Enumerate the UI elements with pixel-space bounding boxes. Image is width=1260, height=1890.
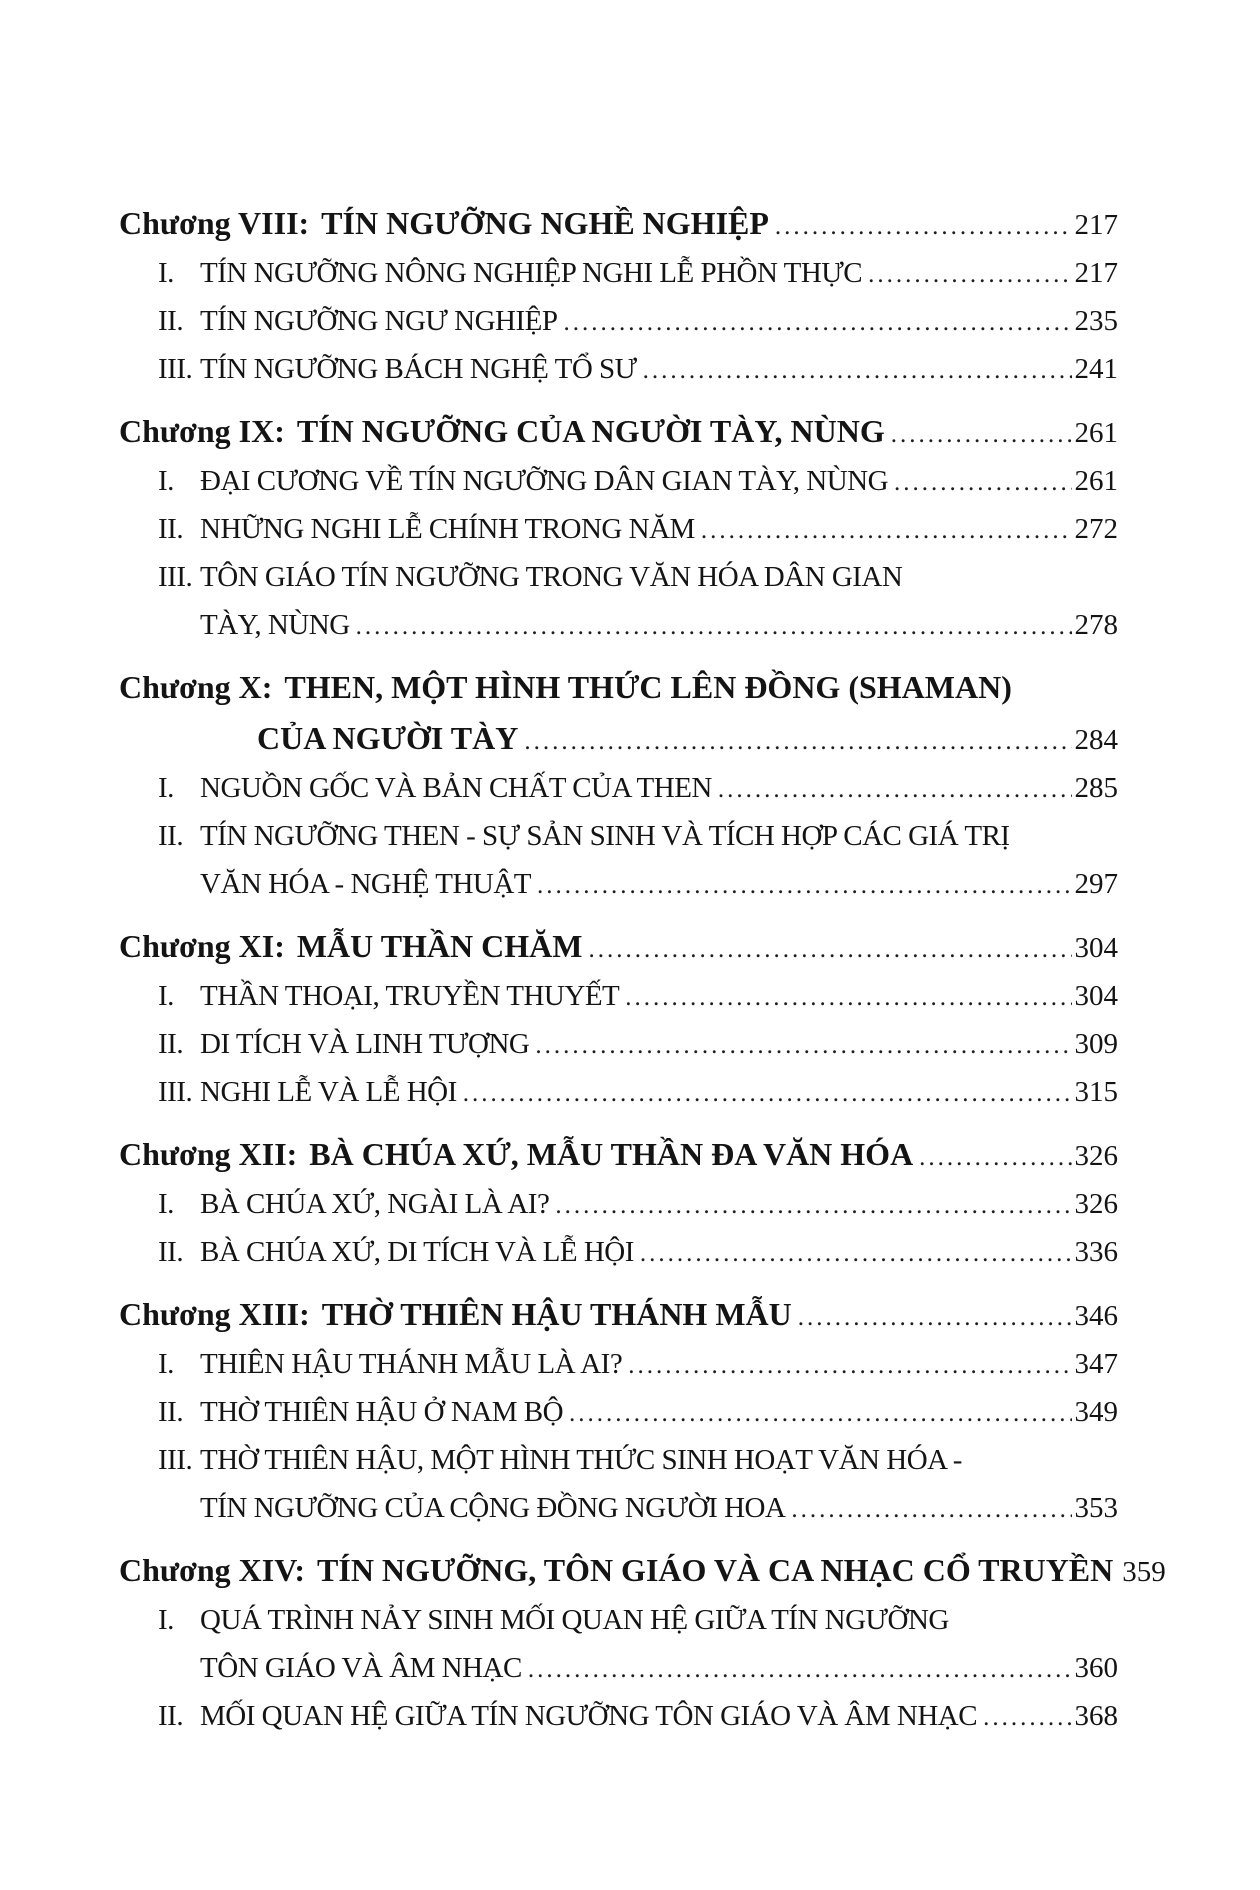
section-title: VĂN HÓA - NGHỆ THUẬT: [200, 868, 531, 900]
chapter-page-number: 359: [1122, 1556, 1166, 1588]
section-page-number: 347: [1074, 1348, 1118, 1380]
section-title: THIÊN HẬU THÁNH MẪU LÀ AI?: [200, 1348, 623, 1380]
section-title: THỜ THIÊN HẬU Ở NAM BỘ: [200, 1396, 564, 1428]
dot-leader: [919, 1129, 1071, 1183]
section-title: THỜ THIÊN HẬU, MỘT HÌNH THỨC SINH HOẠT VĂN HÓA -: [200, 1444, 962, 1476]
toc-chapter: [119, 198, 1118, 393]
toc-section-row: [119, 457, 1118, 505]
dot-leader: [894, 457, 1071, 507]
dot-leader: [718, 764, 1072, 814]
dot-leader: [891, 406, 1072, 460]
section-title: MỐI QUAN HỆ GIỮA TÍN NGƯỠNG TÔN GIÁO VÀ ÂM NHẠC: [200, 1700, 978, 1732]
chapter-title: THỜ THIÊN HẬU THÁNH MẪU: [321, 1296, 792, 1332]
toc-section-row: [119, 812, 1118, 860]
toc-section-row: [119, 553, 1118, 601]
dot-leader: [569, 1388, 1071, 1438]
toc-section-row: [119, 505, 1118, 553]
dot-leader: [537, 860, 1072, 910]
section-page-number: 278: [1074, 609, 1118, 641]
section-title: NHỮNG NGHI LỄ CHÍNH TRONG NĂM: [200, 513, 695, 545]
section-page-number: 326: [1074, 1188, 1118, 1220]
toc-section-row: [119, 1692, 1118, 1740]
toc-section-row: [119, 345, 1118, 393]
toc-section-row: [119, 297, 1118, 345]
section-title: NGHI LỄ VÀ LỄ HỘI: [200, 1076, 457, 1108]
section-page-number: 297: [1074, 868, 1118, 900]
section-title: TÍN NGƯỠNG NGƯ NGHIỆP: [200, 305, 558, 337]
chapter-title: THEN, MỘT HÌNH THỨC LÊN ĐỒNG (SHAMAN): [284, 669, 1012, 705]
section-page-number: 241: [1074, 353, 1118, 385]
toc-section-row: [119, 764, 1118, 812]
chapter-heading-row: [119, 921, 1118, 972]
chapter-page-number: 261: [1074, 417, 1118, 449]
chapter-heading-row: [119, 1289, 1118, 1340]
section-page-number: 315: [1074, 1076, 1118, 1108]
dot-leader: [555, 1180, 1071, 1230]
toc-section-row: [119, 1228, 1118, 1276]
chapter-page-number: 346: [1074, 1300, 1118, 1332]
section-title: TÍN NGƯỠNG BÁCH NGHỆ TỔ SƯ: [200, 353, 637, 385]
section-page-number: 272: [1074, 513, 1118, 545]
section-numeral: I.: [158, 257, 174, 289]
section-page-number: 309: [1074, 1028, 1118, 1060]
section-numeral: III.: [158, 1444, 193, 1476]
dot-leader: [564, 297, 1072, 347]
section-numeral: I.: [158, 772, 174, 804]
chapter-page-number: 284: [1074, 724, 1118, 756]
toc-section-row: [119, 1388, 1118, 1436]
section-page-number: 235: [1074, 305, 1118, 337]
chapter-title: TÍN NGƯỠNG CỦA NGƯỜI TÀY, NÙNG: [296, 413, 885, 449]
dot-leader: [775, 198, 1072, 252]
chapter-title: CỦA NGƯỜI TÀY: [257, 720, 519, 756]
section-numeral: II.: [158, 1700, 184, 1732]
dot-leader: [524, 713, 1071, 767]
section-page-number: 360: [1074, 1652, 1118, 1684]
dot-leader: [868, 249, 1071, 299]
section-title: QUÁ TRÌNH NẢY SINH MỐI QUAN HỆ GIỮA TÍN NGƯỠNG: [200, 1604, 949, 1636]
toc-chapter: [119, 406, 1118, 649]
chapter-label: Chương VIII:: [119, 205, 310, 241]
dot-leader: [535, 1020, 1071, 1070]
section-numeral: II.: [158, 1396, 184, 1428]
section-title: TÔN GIÁO TÍN NGƯỠNG TRONG VĂN HÓA DÂN GIAN: [200, 561, 903, 593]
section-title: ĐẠI CƯƠNG VỀ TÍN NGƯỠNG DÂN GIAN TÀY, NÙNG: [200, 465, 889, 497]
chapter-title: MẪU THẦN CHĂM: [296, 928, 583, 964]
chapter-page-number: 217: [1074, 209, 1118, 241]
chapter-label: Chương IX:: [119, 413, 285, 449]
section-numeral: I.: [158, 1348, 174, 1380]
section-title: TÍN NGƯỠNG CỦA CỘNG ĐỒNG NGƯỜI HOA: [200, 1492, 786, 1524]
section-numeral: III.: [158, 561, 193, 593]
section-numeral: I.: [158, 980, 174, 1012]
dot-leader: [628, 1340, 1071, 1390]
section-numeral: II.: [158, 820, 184, 852]
dot-leader: [625, 972, 1071, 1022]
dot-leader: [640, 1228, 1072, 1278]
section-title: BÀ CHÚA XỨ, DI TÍCH VÀ LỄ HỘI: [200, 1236, 634, 1268]
section-numeral: I.: [158, 1188, 174, 1220]
section-title: TÍN NGƯỠNG NÔNG NGHIỆP NGHI LỄ PHỒN THỰC: [200, 257, 863, 289]
dot-leader: [528, 1644, 1072, 1694]
section-title: TÀY, NÙNG: [200, 609, 350, 641]
section-numeral: II.: [158, 305, 184, 337]
dot-leader: [983, 1692, 1071, 1742]
chapter-heading-row: [119, 198, 1118, 249]
toc-chapter: [119, 1545, 1166, 1740]
toc-section-row: [119, 249, 1118, 297]
section-page-number: 353: [1074, 1492, 1118, 1524]
toc-section-row: [119, 1436, 1118, 1484]
table-of-contents: [119, 198, 1166, 1740]
chapter-title: TÍN NGƯỠNG, TÔN GIÁO VÀ CA NHẠC CỔ TRUYỀN: [317, 1552, 1114, 1588]
toc-section-row: [119, 972, 1118, 1020]
chapter-heading-row: [119, 1545, 1166, 1596]
toc-section-row: [119, 1484, 1118, 1532]
toc-section-row: [119, 1596, 1118, 1644]
section-title: TÔN GIÁO VÀ ÂM NHẠC: [200, 1652, 522, 1684]
chapter-heading-row: [119, 1129, 1118, 1180]
toc-chapter: [119, 1289, 1118, 1532]
dot-leader: [701, 505, 1072, 555]
chapter-label: Chương XIV:: [119, 1552, 306, 1588]
dot-leader: [588, 921, 1071, 975]
dot-leader: [798, 1289, 1072, 1343]
chapter-heading-row: [119, 662, 1118, 713]
dot-leader: [463, 1068, 1072, 1118]
section-title: THẦN THOẠI, TRUYỀN THUYẾT: [200, 980, 620, 1012]
section-page-number: 217: [1074, 257, 1118, 289]
toc-section-row: [119, 1340, 1118, 1388]
toc-section-row: [119, 1068, 1118, 1116]
toc-section-row: [119, 601, 1118, 649]
toc-section-row: [119, 1020, 1118, 1068]
chapter-heading-row: [119, 713, 1118, 764]
chapter-page-number: 304: [1074, 932, 1118, 964]
chapter-heading-row: [119, 406, 1118, 457]
section-numeral: II.: [158, 1028, 184, 1060]
section-title: BÀ CHÚA XỨ, NGÀI LÀ AI?: [200, 1188, 550, 1220]
toc-section-row: [119, 1644, 1118, 1692]
section-title: NGUỒN GỐC VÀ BẢN CHẤT CỦA THEN: [200, 772, 712, 804]
chapter-title: BÀ CHÚA XỨ, MẪU THẦN ĐA VĂN HÓA: [309, 1136, 914, 1172]
section-numeral: I.: [158, 1604, 174, 1636]
section-numeral: II.: [158, 1236, 184, 1268]
section-page-number: 304: [1074, 980, 1118, 1012]
section-page-number: 368: [1074, 1700, 1118, 1732]
section-page-number: 261: [1074, 465, 1118, 497]
chapter-label: Chương X:: [119, 669, 273, 705]
chapter-label: Chương XII:: [119, 1136, 298, 1172]
section-numeral: II.: [158, 513, 184, 545]
toc-chapter: [119, 921, 1118, 1116]
section-page-number: 285: [1074, 772, 1118, 804]
section-numeral: I.: [158, 465, 174, 497]
chapter-label: Chương XIII:: [119, 1296, 310, 1332]
chapter-label: Chương XI:: [119, 928, 285, 964]
section-page-number: 336: [1074, 1236, 1118, 1268]
chapter-title: TÍN NGƯỠNG NGHỀ NGHIỆP: [321, 205, 769, 241]
toc-chapter: [119, 662, 1118, 908]
toc-section-row: [119, 1180, 1118, 1228]
section-numeral: III.: [158, 1076, 193, 1108]
toc-chapter: [119, 1129, 1118, 1276]
chapter-page-number: 326: [1074, 1140, 1118, 1172]
section-numeral: III.: [158, 353, 193, 385]
dot-leader: [356, 601, 1072, 651]
section-title: TÍN NGƯỠNG THEN - SỰ SẢN SINH VÀ TÍCH HỢP CÁC GIÁ TRỊ: [200, 820, 1010, 852]
dot-leader: [791, 1484, 1071, 1534]
section-page-number: 349: [1074, 1396, 1118, 1428]
dot-leader: [643, 345, 1072, 395]
section-title: DI TÍCH VÀ LINH TƯỢNG: [200, 1028, 530, 1060]
toc-section-row: [119, 860, 1118, 908]
